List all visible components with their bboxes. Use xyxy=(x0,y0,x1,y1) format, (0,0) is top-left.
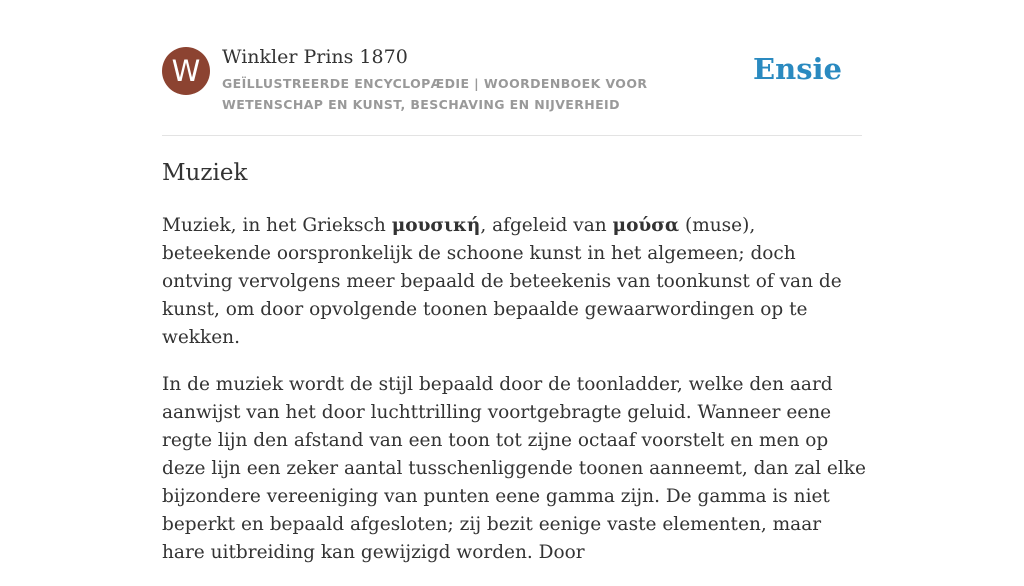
paragraph-text: , afgeleid van xyxy=(480,215,613,236)
greek-term: μουσική xyxy=(391,215,481,236)
greek-term: μούσα xyxy=(612,215,680,236)
paragraph-text: (muse), beteekende oorspronkelijk de schoone kunst in het algemeen; doch ontving vervolgens meer bepaald de beteekenis van toonkunst of van de kunst, om door opvolgende toonen bepaalde gewaarwordingen op te wekken. xyxy=(162,215,842,348)
article-paragraph xyxy=(162,212,866,352)
paragraph-text: Muziek, in het Grieksch xyxy=(162,215,392,236)
source-subtitle: GEÏLLUSTREERDE ENCYCLOPÆDIE | WOORDENBOEK VOOR WETENSCHAP EN KUNST, BESCHAVING EN NIJVERHEID xyxy=(222,76,648,112)
article-body xyxy=(162,212,866,586)
article-title: Muziek xyxy=(162,160,248,186)
source-title[interactable]: Winkler Prins 1870 xyxy=(222,46,408,68)
source-header xyxy=(162,44,862,136)
article-paragraph: In de muziek wordt de stijl bepaald door de toonladder, welke den aard aanwijst van het door luchttrilling voortgebragte geluid. Wanneer eene regte lijn den afstand van een toon tot zijne octaaf voorstelt en men op deze lijn een zeker aantal tusschenliggende toonen aanneemt, dan zal elke bijzondere vereeniging van punten eene gamma zijn. De gamma is niet beperkt en bepaald afgesloten; zij bezit eenige vaste elementen, maar hare uitbreiding kan gewijzigd worden. Door xyxy=(162,374,866,563)
source-avatar[interactable]: W xyxy=(162,47,210,95)
ensie-logo[interactable]: Ensie xyxy=(753,52,842,86)
